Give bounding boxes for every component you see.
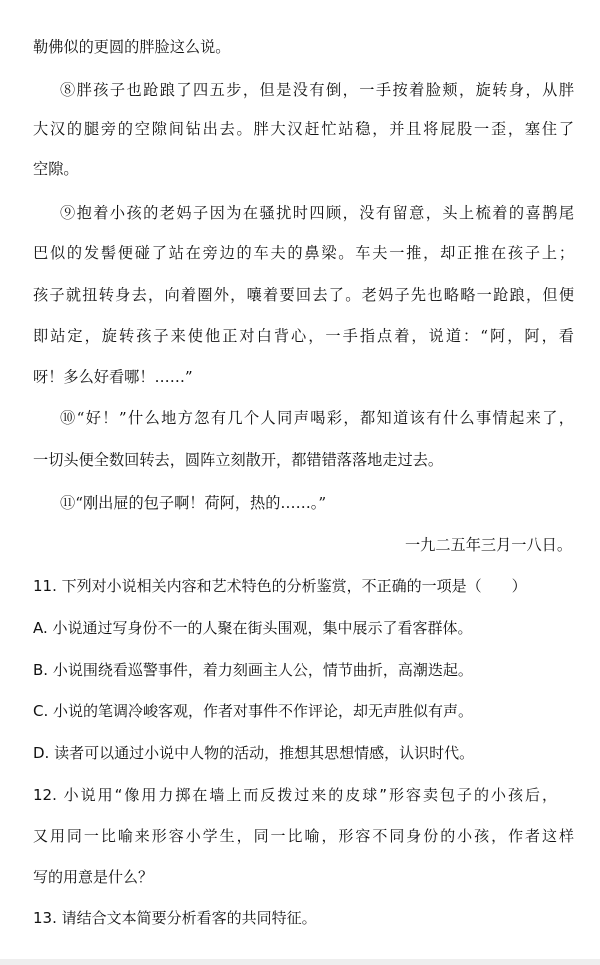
question-12-line: 又用同一比喻来形容小学生，同一比喻，形容不同身份的小孩，作者这样 bbox=[33, 827, 574, 845]
paragraph-8-line: 大汉的腿旁的空隙间钻出去。胖大汉赶忙站稳，并且将屁股一歪，塞住了 bbox=[33, 120, 574, 138]
passage-date: 一九二五年三月一八日。 bbox=[404, 536, 572, 554]
paragraph-9-line: 孩子就扭转身去，向着圈外，嚷着要回去了。老妈子先也略略一跄踉，但便 bbox=[33, 286, 574, 304]
question-11-option-d: D. 读者可以通过小说中人物的活动，推想其思想情感，认识时代。 bbox=[33, 744, 475, 762]
page-bottom-divider bbox=[0, 959, 600, 965]
question-11: 11. 下列对小说相关内容和艺术特色的分析鉴赏，不正确的一项是（ ） bbox=[33, 577, 527, 595]
paragraph-8-line: ⑧胖孩子也跄踉了四五步，但是没有倒，一手按着脸颊，旋转身，从胖 bbox=[60, 81, 574, 99]
paragraph-9-line: 即站定，旋转孩子来使他正对白背心，一手指点着，说道：“阿，阿，看 bbox=[33, 327, 574, 345]
paragraph-8-line: 空隙。 bbox=[33, 160, 79, 178]
paragraph-9-line: 呀！多么好看哪！……” bbox=[33, 368, 193, 386]
paragraph-9-line: 巴似的发髻便碰了站在旁边的车夫的鼻梁。车夫一推，却正推在孩子上； bbox=[33, 244, 574, 262]
question-12-line: 12. 小说用“像用力掷在墙上而反拨过来的皮球”形容卖包子的小孩后， bbox=[33, 786, 557, 804]
paragraph-9-line: ⑨抱着小孩的老妈子因为在骚扰时四顾，没有留意，头上梳着的喜鹊尾 bbox=[60, 204, 574, 222]
paragraph-11-line: ⑪“刚出屉的包子啊！荷阿，热的……。” bbox=[60, 494, 327, 512]
question-11-option-b: B. 小说围绕看巡警事件，着力刻画主人公，情节曲折，高潮迭起。 bbox=[33, 661, 473, 679]
question-11-option-a: A. 小说通过写身份不一的人聚在街头围观，集中展示了看客群体。 bbox=[33, 619, 473, 637]
passage-line: 勒佛似的更圆的胖脸这么说。 bbox=[33, 38, 231, 56]
question-12-line: 写的用意是什么？ bbox=[33, 868, 154, 886]
question-13: 13. 请结合文本简要分析看客的共同特征。 bbox=[33, 909, 317, 927]
question-11-option-c: C. 小说的笔调冷峻客观，作者对事件不作评论，却无声胜似有声。 bbox=[33, 702, 474, 720]
paragraph-10-line: 一切头便全数回转去，圆阵立刻散开，都错错落落地走过去。 bbox=[33, 451, 444, 469]
paragraph-10-line: ⑩“好！”什么地方忽有几个人同声喝彩，都知道该有什么事情起来了， bbox=[60, 409, 574, 427]
